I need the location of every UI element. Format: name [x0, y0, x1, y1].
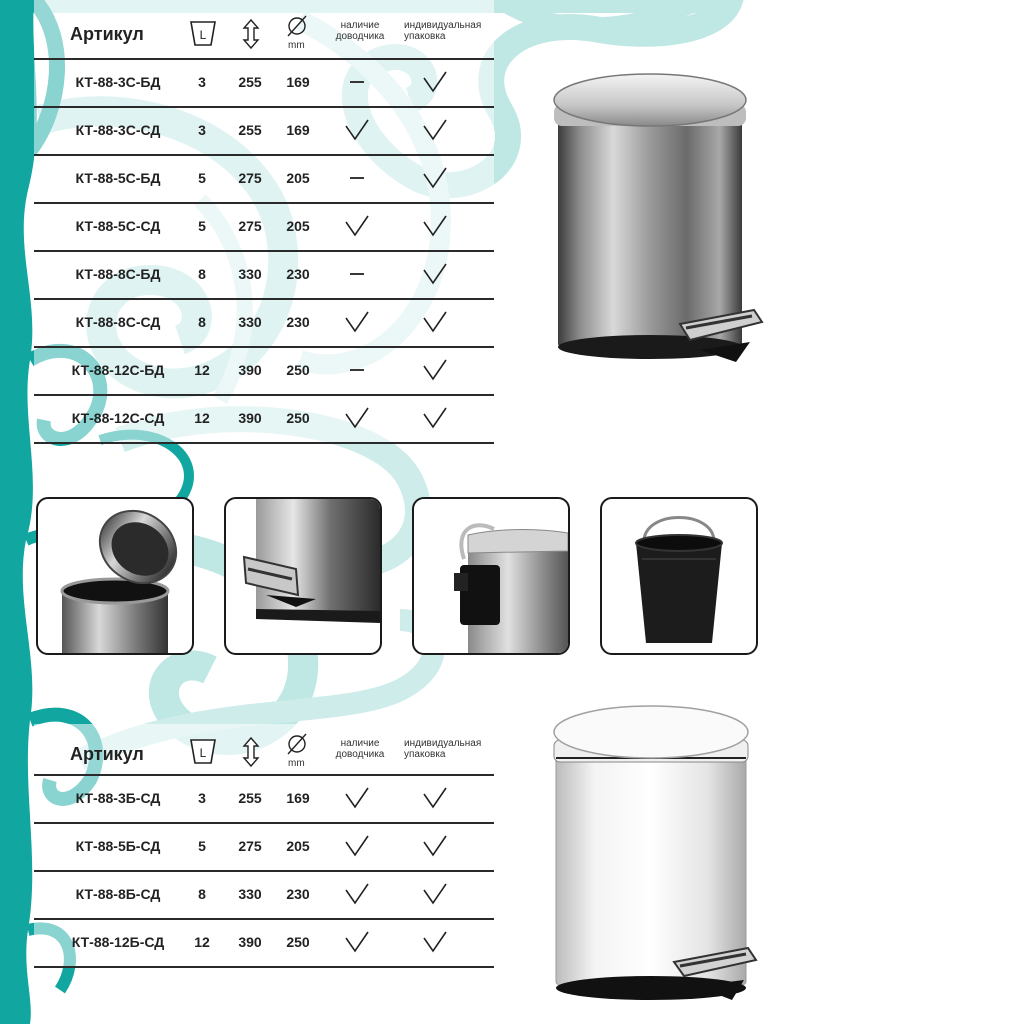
checkmark-icon	[420, 786, 450, 810]
volume-cell: 8	[198, 266, 206, 282]
sku-cell: КТ-88-3С-БД	[75, 74, 161, 90]
sku-cell: КТ-88-5С-БД	[75, 170, 161, 186]
white-pedal-bin-photo	[540, 700, 770, 1010]
table-row	[34, 154, 494, 202]
vertical-arrows-icon	[238, 18, 264, 55]
height-cell: 275	[238, 218, 262, 234]
checkmark-icon	[420, 310, 450, 334]
volume-cell: 12	[194, 934, 210, 950]
volume-bucket-icon	[188, 18, 218, 53]
table-header	[34, 724, 494, 774]
table-row	[34, 346, 494, 394]
sku-cell: КТ-88-5С-СД	[75, 218, 161, 234]
height-cell: 390	[238, 362, 262, 378]
table-row	[34, 918, 494, 968]
table-row	[34, 394, 494, 444]
diameter-cell: 205	[286, 170, 310, 186]
vertical-arrows-icon	[238, 736, 264, 773]
diameter-unit-label: mm	[288, 40, 305, 51]
height-cell: 255	[238, 122, 262, 138]
height-cell: 275	[238, 170, 262, 186]
sku-cell: КТ-88-12С-СД	[71, 410, 165, 426]
checkmark-icon	[342, 214, 372, 238]
table-row	[34, 774, 494, 822]
height-cell: 255	[238, 790, 262, 806]
volume-icon-letter: L	[199, 746, 207, 760]
sku-cell: КТ-88-8С-БД	[75, 266, 161, 282]
white-bins-spec-table	[34, 724, 494, 968]
sku-cell: КТ-88-5Б-СД	[75, 838, 161, 854]
checkmark-icon	[420, 930, 450, 954]
checkmark-icon	[342, 310, 372, 334]
volume-cell: 5	[198, 218, 206, 234]
dash-icon	[342, 358, 372, 382]
checkmark-icon	[420, 118, 450, 142]
checkmark-icon	[420, 70, 450, 94]
volume-cell: 3	[198, 74, 206, 90]
checkmark-icon	[342, 834, 372, 858]
volume-cell: 12	[194, 362, 210, 378]
checkmark-icon	[342, 786, 372, 810]
diameter-cell: 169	[286, 790, 310, 806]
diameter-cell: 169	[286, 74, 310, 90]
steel-pedal-bin-photo	[540, 70, 770, 370]
table-row	[34, 822, 494, 870]
volume-icon-letter: L	[199, 28, 207, 42]
sku-cell: КТ-88-8Б-СД	[75, 886, 161, 902]
volume-cell: 8	[198, 314, 206, 330]
table-row	[34, 870, 494, 918]
sku-cell: КТ-88-12Б-СД	[71, 934, 165, 950]
soft-close-column-header: наличие доводчика	[335, 20, 385, 42]
table-row	[34, 58, 494, 106]
diameter-cell: 230	[286, 886, 310, 902]
diameter-cell: 205	[286, 838, 310, 854]
diameter-cell: 250	[286, 934, 310, 950]
volume-bucket-icon	[188, 736, 218, 771]
height-cell: 390	[238, 410, 262, 426]
volume-cell: 5	[198, 170, 206, 186]
checkmark-icon	[420, 358, 450, 382]
volume-cell: 8	[198, 886, 206, 902]
table-header	[34, 0, 494, 58]
sku-column-header: Артикул	[70, 24, 144, 44]
checkmark-icon	[342, 882, 372, 906]
checkmark-icon	[342, 118, 372, 142]
sku-cell: КТ-88-3Б-СД	[75, 790, 161, 806]
table-row	[34, 202, 494, 250]
height-cell: 330	[238, 266, 262, 282]
steel-bins-spec-table	[34, 0, 494, 444]
sku-cell: КТ-88-3С-СД	[75, 122, 161, 138]
table-row	[34, 250, 494, 298]
height-cell: 275	[238, 838, 262, 854]
diameter-cell: 205	[286, 218, 310, 234]
checkmark-icon	[420, 262, 450, 286]
checkmark-icon	[420, 166, 450, 190]
height-cell: 255	[238, 74, 262, 90]
checkmark-icon	[420, 834, 450, 858]
dash-icon	[342, 262, 372, 286]
packaging-column-header: индивидуальная упаковка	[404, 738, 482, 760]
dash-icon	[342, 70, 372, 94]
diameter-unit-label: mm	[288, 758, 305, 769]
checkmark-icon	[420, 882, 450, 906]
table-row	[34, 106, 494, 154]
diameter-cell: 250	[286, 362, 310, 378]
volume-cell: 12	[194, 410, 210, 426]
checkmark-icon	[342, 930, 372, 954]
table-rows	[34, 774, 494, 968]
volume-cell: 3	[198, 790, 206, 806]
checkmark-icon	[420, 214, 450, 238]
volume-cell: 3	[198, 122, 206, 138]
height-cell: 330	[238, 886, 262, 902]
sku-column-header: Артикул	[70, 744, 144, 764]
volume-cell: 5	[198, 838, 206, 854]
diameter-cell: 169	[286, 122, 310, 138]
soft-close-column-header: наличие доводчика	[335, 738, 385, 760]
diameter-cell: 230	[286, 266, 310, 282]
height-cell: 390	[238, 934, 262, 950]
dash-icon	[342, 166, 372, 190]
checkmark-icon	[420, 406, 450, 430]
pedal-closeup-photo	[224, 497, 382, 655]
sku-cell: КТ-88-12С-БД	[71, 362, 165, 378]
diameter-cell: 250	[286, 410, 310, 426]
packaging-column-header: индивидуальная упаковка	[404, 20, 482, 42]
open-lid-bin-photo	[36, 497, 194, 655]
height-cell: 330	[238, 314, 262, 330]
sku-cell: КТ-88-8С-СД	[75, 314, 161, 330]
inner-bucket-photo	[600, 497, 758, 655]
table-row	[34, 298, 494, 346]
checkmark-icon	[342, 406, 372, 430]
lid-hinge-closeup-photo	[412, 497, 570, 655]
table-rows	[34, 58, 494, 444]
diameter-cell: 230	[286, 314, 310, 330]
